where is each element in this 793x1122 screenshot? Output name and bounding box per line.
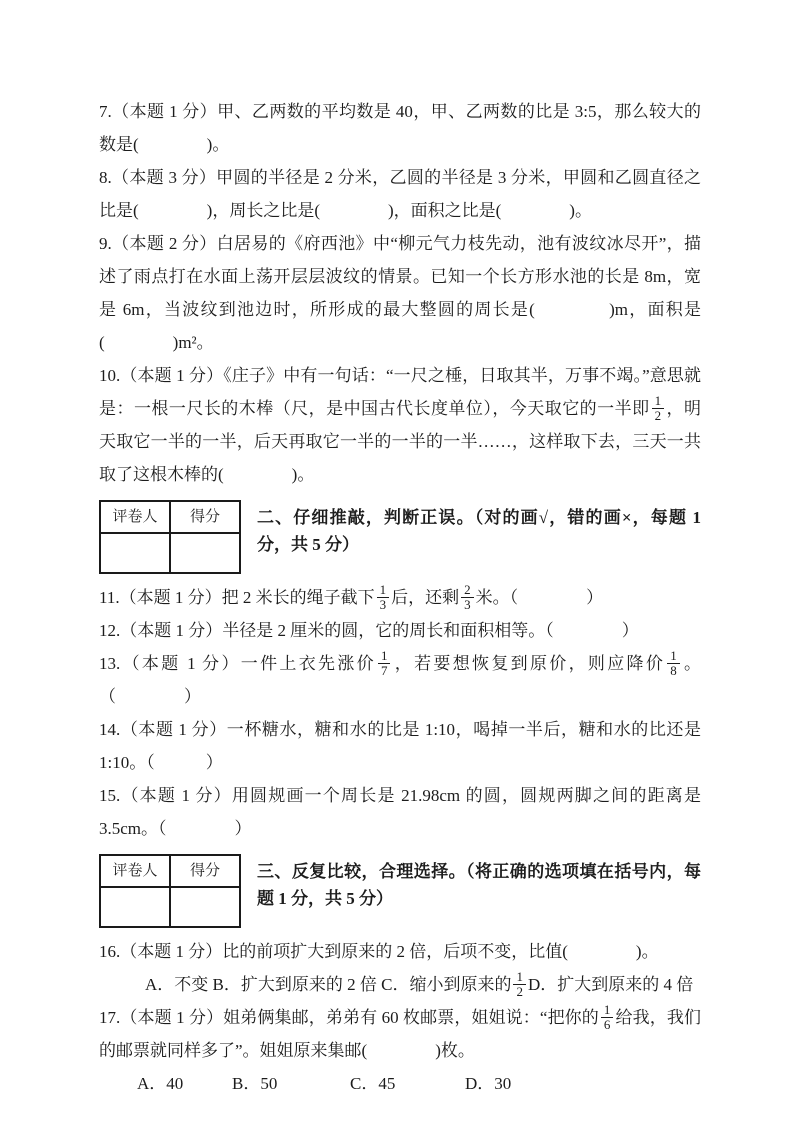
choice-options-row bbox=[99, 1067, 701, 1100]
question-text: 16.（本题 1 分）比的前项扩大到原来的 2 倍，后项不变，比值( )。 bbox=[99, 942, 659, 961]
question-text: 12.（本题 1 分）半径是 2 厘米的圆，它的周长和面积相等。（ ） bbox=[99, 621, 639, 640]
grader-label: 评卷人 bbox=[100, 501, 170, 533]
fraction: $\frac{1}{7}$ bbox=[378, 649, 391, 678]
score-table bbox=[99, 500, 241, 574]
fraction: $\frac{1}{8}$ bbox=[667, 649, 680, 678]
question-text: 15.（本题 1 分）用圆规画一个周长是 21.98cm 的圆，圆规两脚之间的距离是 3.5cm。（ ） bbox=[99, 786, 701, 838]
fraction: $\frac{2}{3}$ bbox=[461, 583, 474, 612]
question-text: 10.（本题 1 分）《庄子》中有一句话：“一尺之棰，日取其半，万事不竭。”意思就是：一根一尺长的木棒（尺，是中国古代长度单位），今天取它的一半即 $\frac{1}{2}$ ，明天取它一半的一半，后天再取它一半的一半的一半……，这样取下去，三天一共取了这根木棒的( )。 bbox=[99, 366, 702, 484]
option-item: C．45 bbox=[350, 1074, 396, 1093]
grader-blank-cell bbox=[100, 887, 170, 927]
section-block bbox=[99, 852, 701, 928]
question-text: 11.（本题 1 分）把 2 米长的绳子截下 $\frac{1}{3}$ 后，还剩 $\frac{2}{3}$ 米。（ ） bbox=[99, 581, 604, 612]
option-item: D．30 bbox=[465, 1074, 512, 1093]
grader-blank-cell bbox=[100, 533, 170, 573]
score-table bbox=[99, 854, 241, 928]
question-text: 9.（本题 2 分）白居易的《府西池》中“柳元气力枝先动，池有波纹冰尽开”，描述了雨点打在水面上荡开层层波纹的情景。已知一个长方形水池的长是 8m，宽是 6m，当波纹到池边时，所形成的最大整圆的周长是( )m，面积是( )m²。 bbox=[99, 234, 701, 352]
section-title: 二、仔细推敲，判断正误。（对的画√，错的画×，每题 1 分，共 5 分） bbox=[257, 508, 701, 554]
score-label: 得分 bbox=[170, 855, 240, 887]
choice-options-line: A．不变 B．扩大到原来的 2 倍 C．缩小到原来的 $\frac{1}{2}$ D．扩大到原来的 4 倍 bbox=[145, 968, 694, 999]
fraction: $\frac{1}{2}$ bbox=[652, 394, 665, 423]
option-item: B．50 bbox=[232, 1074, 278, 1093]
fraction: $\frac{1}{3}$ bbox=[377, 583, 390, 612]
question-text: 17.（本题 1 分）姐弟俩集邮，弟弟有 60 枚邮票，姐姐说：“把你的 $\frac{1}{6}$ 给我，我们的邮票就同样多了”。姐姐原来集邮( )枚。 bbox=[99, 1001, 702, 1060]
question-text: 8.（本题 3 分）甲圆的半径是 2 分米，乙圆的半径是 3 分米，甲圆和乙圆直径之比是( )，周长之比是( )，面积之比是( )。 bbox=[99, 168, 701, 220]
question-text: 13.（本题 1 分）一件上衣先涨价 $\frac{1}{7}$ ，若要想恢复到原价，则应降价 $\frac{1}{8}$ 。（ ） bbox=[99, 647, 702, 706]
grader-label: 评卷人 bbox=[100, 855, 170, 887]
score-blank-cell bbox=[170, 533, 240, 573]
score-blank-cell bbox=[170, 887, 240, 927]
section-block bbox=[99, 498, 701, 574]
fraction: $\frac{1}{2}$ bbox=[513, 970, 526, 999]
option-item: A．40 bbox=[137, 1074, 184, 1093]
fraction: $\frac{1}{6}$ bbox=[601, 1003, 614, 1032]
question-text: 7.（本题 1 分）甲、乙两数的平均数是 40，甲、乙两数的比是 3:5，那么较大的数是( )。 bbox=[99, 102, 701, 154]
question-text: 14.（本题 1 分）一杯糖水，糖和水的比是 1:10，喝掉一半后，糖和水的比还是 1:10。（ ） bbox=[99, 720, 701, 772]
score-label: 得分 bbox=[170, 501, 240, 533]
exam-content bbox=[99, 95, 701, 1100]
section-title: 三、反复比较，合理选择。（将正确的选项填在括号内，每题 1 分，共 5 分） bbox=[257, 862, 701, 908]
